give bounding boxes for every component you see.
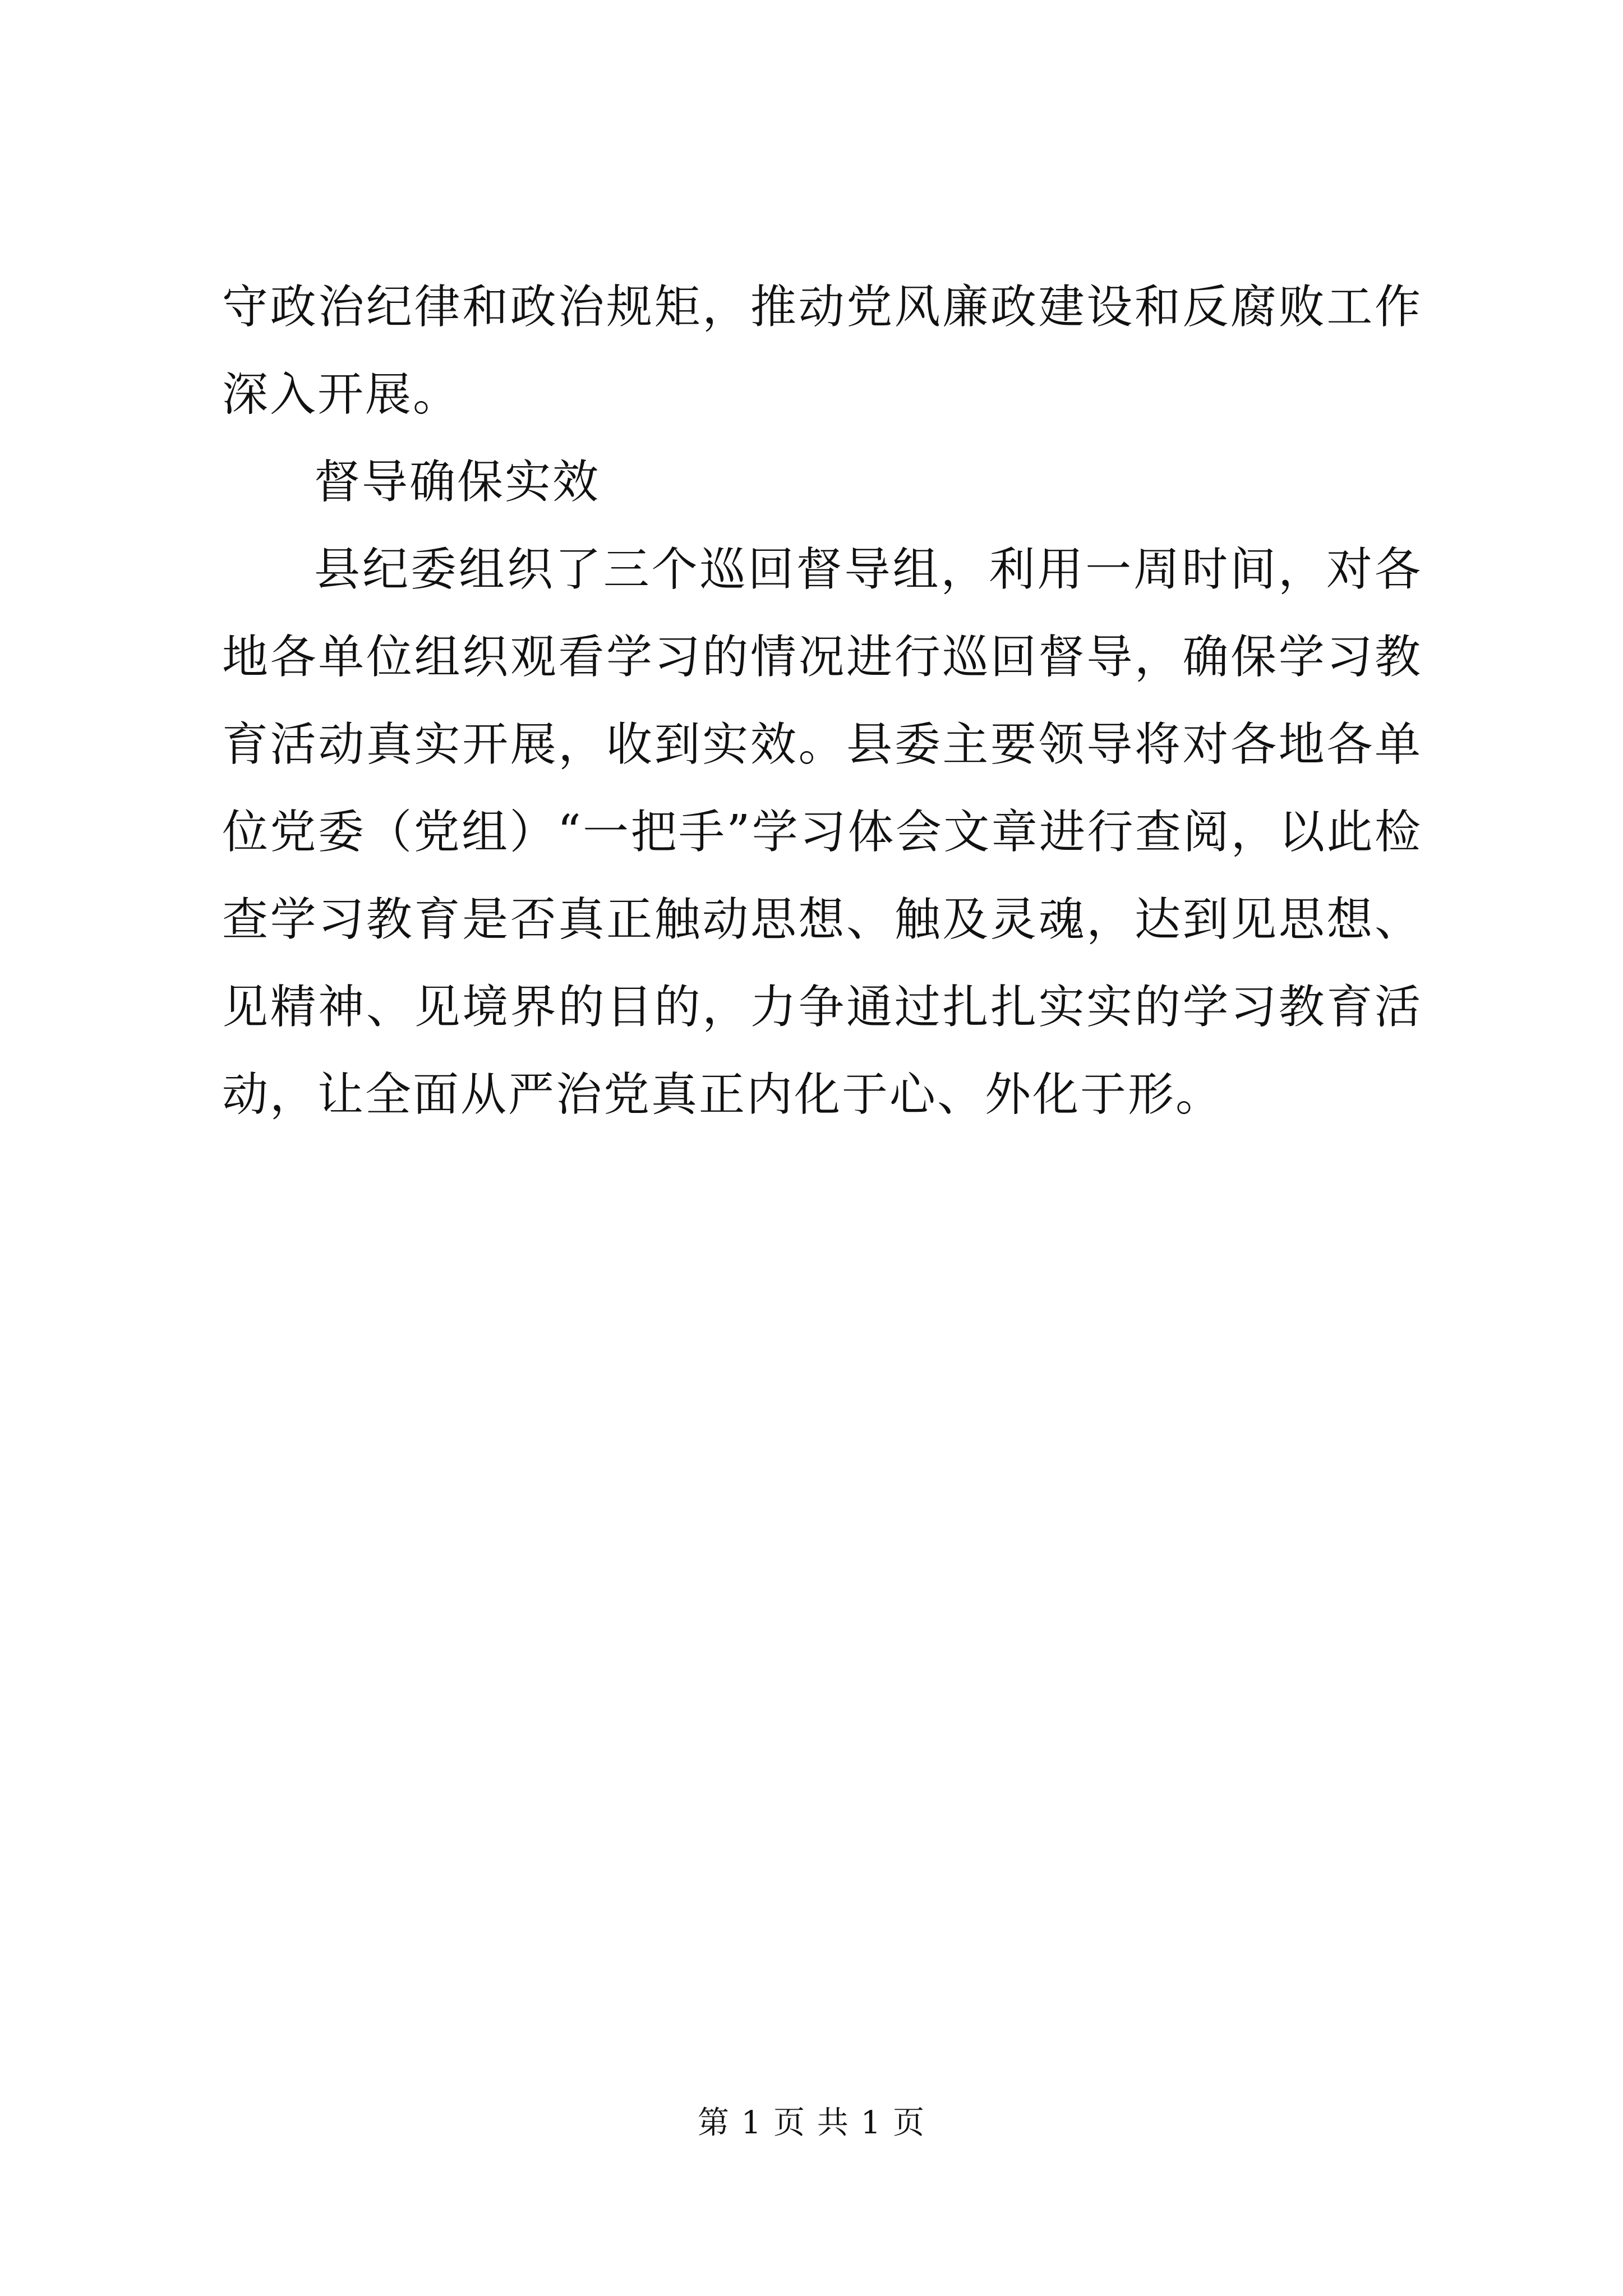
paragraph-body: 县纪委组织了三个巡回督导组，利用一周时间，对各地各单位组织观看学习的情况进行巡回督导，确保学习教育活动真实开展，收到实效。县委主要领导将对各地各单位党委（党组）“一把手”学习体会文章进行查阅，以此检查学习教育是否真正触动思想、触及灵魂，达到见思想、见精神、见境界的目的，力争通过扎扎实实的学习教育活动，让全面从严治党真正内化于心、外化于形。 bbox=[222, 543, 1422, 1121]
document-body bbox=[222, 264, 1422, 1139]
paragraph-continuation: 守政治纪律和政治规矩，推动党风廉政建设和反腐败工作深入开展。 bbox=[222, 280, 1422, 421]
section-heading: 督导确保实效 bbox=[314, 455, 601, 509]
page-number-footer: 第 1 页 共 1 页 bbox=[697, 2105, 926, 2141]
